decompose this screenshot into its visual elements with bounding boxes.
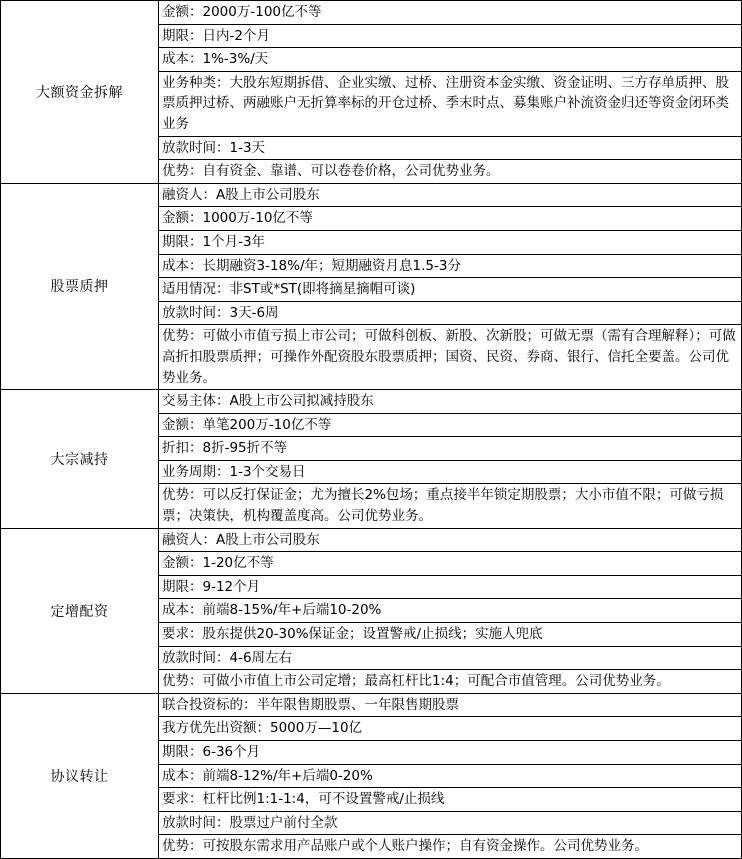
detail-cell: 交易主体：A股上市公司拟减持股东: [159, 390, 742, 414]
category-cell: 股票质押: [1, 183, 159, 389]
category-cell: 大额资金拆解: [1, 1, 159, 184]
detail-cell: 金额：1000万-10亿不等: [159, 207, 742, 231]
table-row: [1, 390, 742, 414]
detail-cell: 放款时间：3天-6周: [159, 301, 742, 325]
category-cell: 大宗减持: [1, 390, 159, 529]
detail-cell: 期限：1个月-3年: [159, 230, 742, 254]
table-row: [1, 693, 742, 717]
table-row: [1, 528, 742, 552]
detail-cell: 成本：1%-3%/天: [159, 48, 742, 72]
detail-cell: 业务周期：1-3个交易日: [159, 460, 742, 484]
detail-cell: 优势：可做小市值亏损上市公司；可做科创板、新股、次新股；可做无票（需有合理解释）；可做高折扣股票质押；可操作外配资股东股票质押；国资、民资、券商、银行、信托全要盖。公司优势业务。: [159, 325, 742, 390]
detail-cell: 要求：杠杆比例1:1-1:4，可不设置警戒/止损线: [159, 788, 742, 812]
detail-cell: 成本：前端8-12%/年+后端0-20%: [159, 764, 742, 788]
detail-cell: 要求：股东提供20-30%保证金；设置警戒/止损线；实施人兜底: [159, 623, 742, 647]
detail-cell: 放款时间：1-3天: [159, 136, 742, 160]
detail-cell: 业务种类：大股东短期拆借、企业实缴、过桥、注册资本金实缴、资金证明、三方存单质押、股票质押过桥、两融账户无折算率标的开仓过桥、季末时点、募集账户补流资金归还等资金闭环类业务: [159, 71, 742, 136]
detail-cell: 期限：9-12个月: [159, 575, 742, 599]
detail-cell: 联合投资标的：半年限售期股票、一年限售期股票: [159, 693, 742, 717]
detail-cell: 融资人：A股上市公司股东: [159, 183, 742, 207]
detail-cell: 优势：可做小市值上市公司定增；最高杠杆比1:4；可配合市值管理。公司优势业务。: [159, 670, 742, 694]
detail-cell: 放款时间：股票过户前付全款: [159, 811, 742, 835]
detail-cell: 成本：前端8-15%/年+后端10-20%: [159, 599, 742, 623]
detail-cell: 融资人：A股上市公司股东: [159, 528, 742, 552]
detail-cell: 金额：1-20亿不等: [159, 552, 742, 576]
category-cell: 协议转让: [1, 693, 159, 858]
category-cell: 定增配资: [1, 528, 159, 693]
detail-cell: 金额：单笔200万-10亿不等: [159, 413, 742, 437]
detail-cell: 我方优先出资额：5000万—10亿: [159, 717, 742, 741]
detail-cell: 放款时间：4-6周左右: [159, 646, 742, 670]
detail-cell: 优势：可以反打保证金；尤为擅长2%包场；重点接半年锁定期股票；大小市值不限；可做亏损票；决策快，机构覆盖度高。公司优势业务。: [159, 484, 742, 528]
detail-cell: 期限：日内-2个月: [159, 24, 742, 48]
detail-cell: 优势：可按股东需求用产品账户或个人账户操作；自有资金操作。公司优势业务。: [159, 835, 742, 859]
detail-cell: 适用情况：非ST或*ST(即将摘星摘帽可谈): [159, 278, 742, 302]
detail-cell: 成本：长期融资3-18%/年；短期融资月息1.5-3分: [159, 254, 742, 278]
detail-cell: 期限：6-36个月: [159, 741, 742, 765]
detail-cell: 折扣：8折-95折不等: [159, 437, 742, 461]
table-row: [1, 1, 742, 25]
table-row: [1, 183, 742, 207]
detail-cell: 优势：自有资金、靠谱、可以卷卷价格，公司优势业务。: [159, 160, 742, 184]
table-body: [1, 1, 742, 859]
detail-cell: 金额：2000万-100亿不等: [159, 1, 742, 25]
